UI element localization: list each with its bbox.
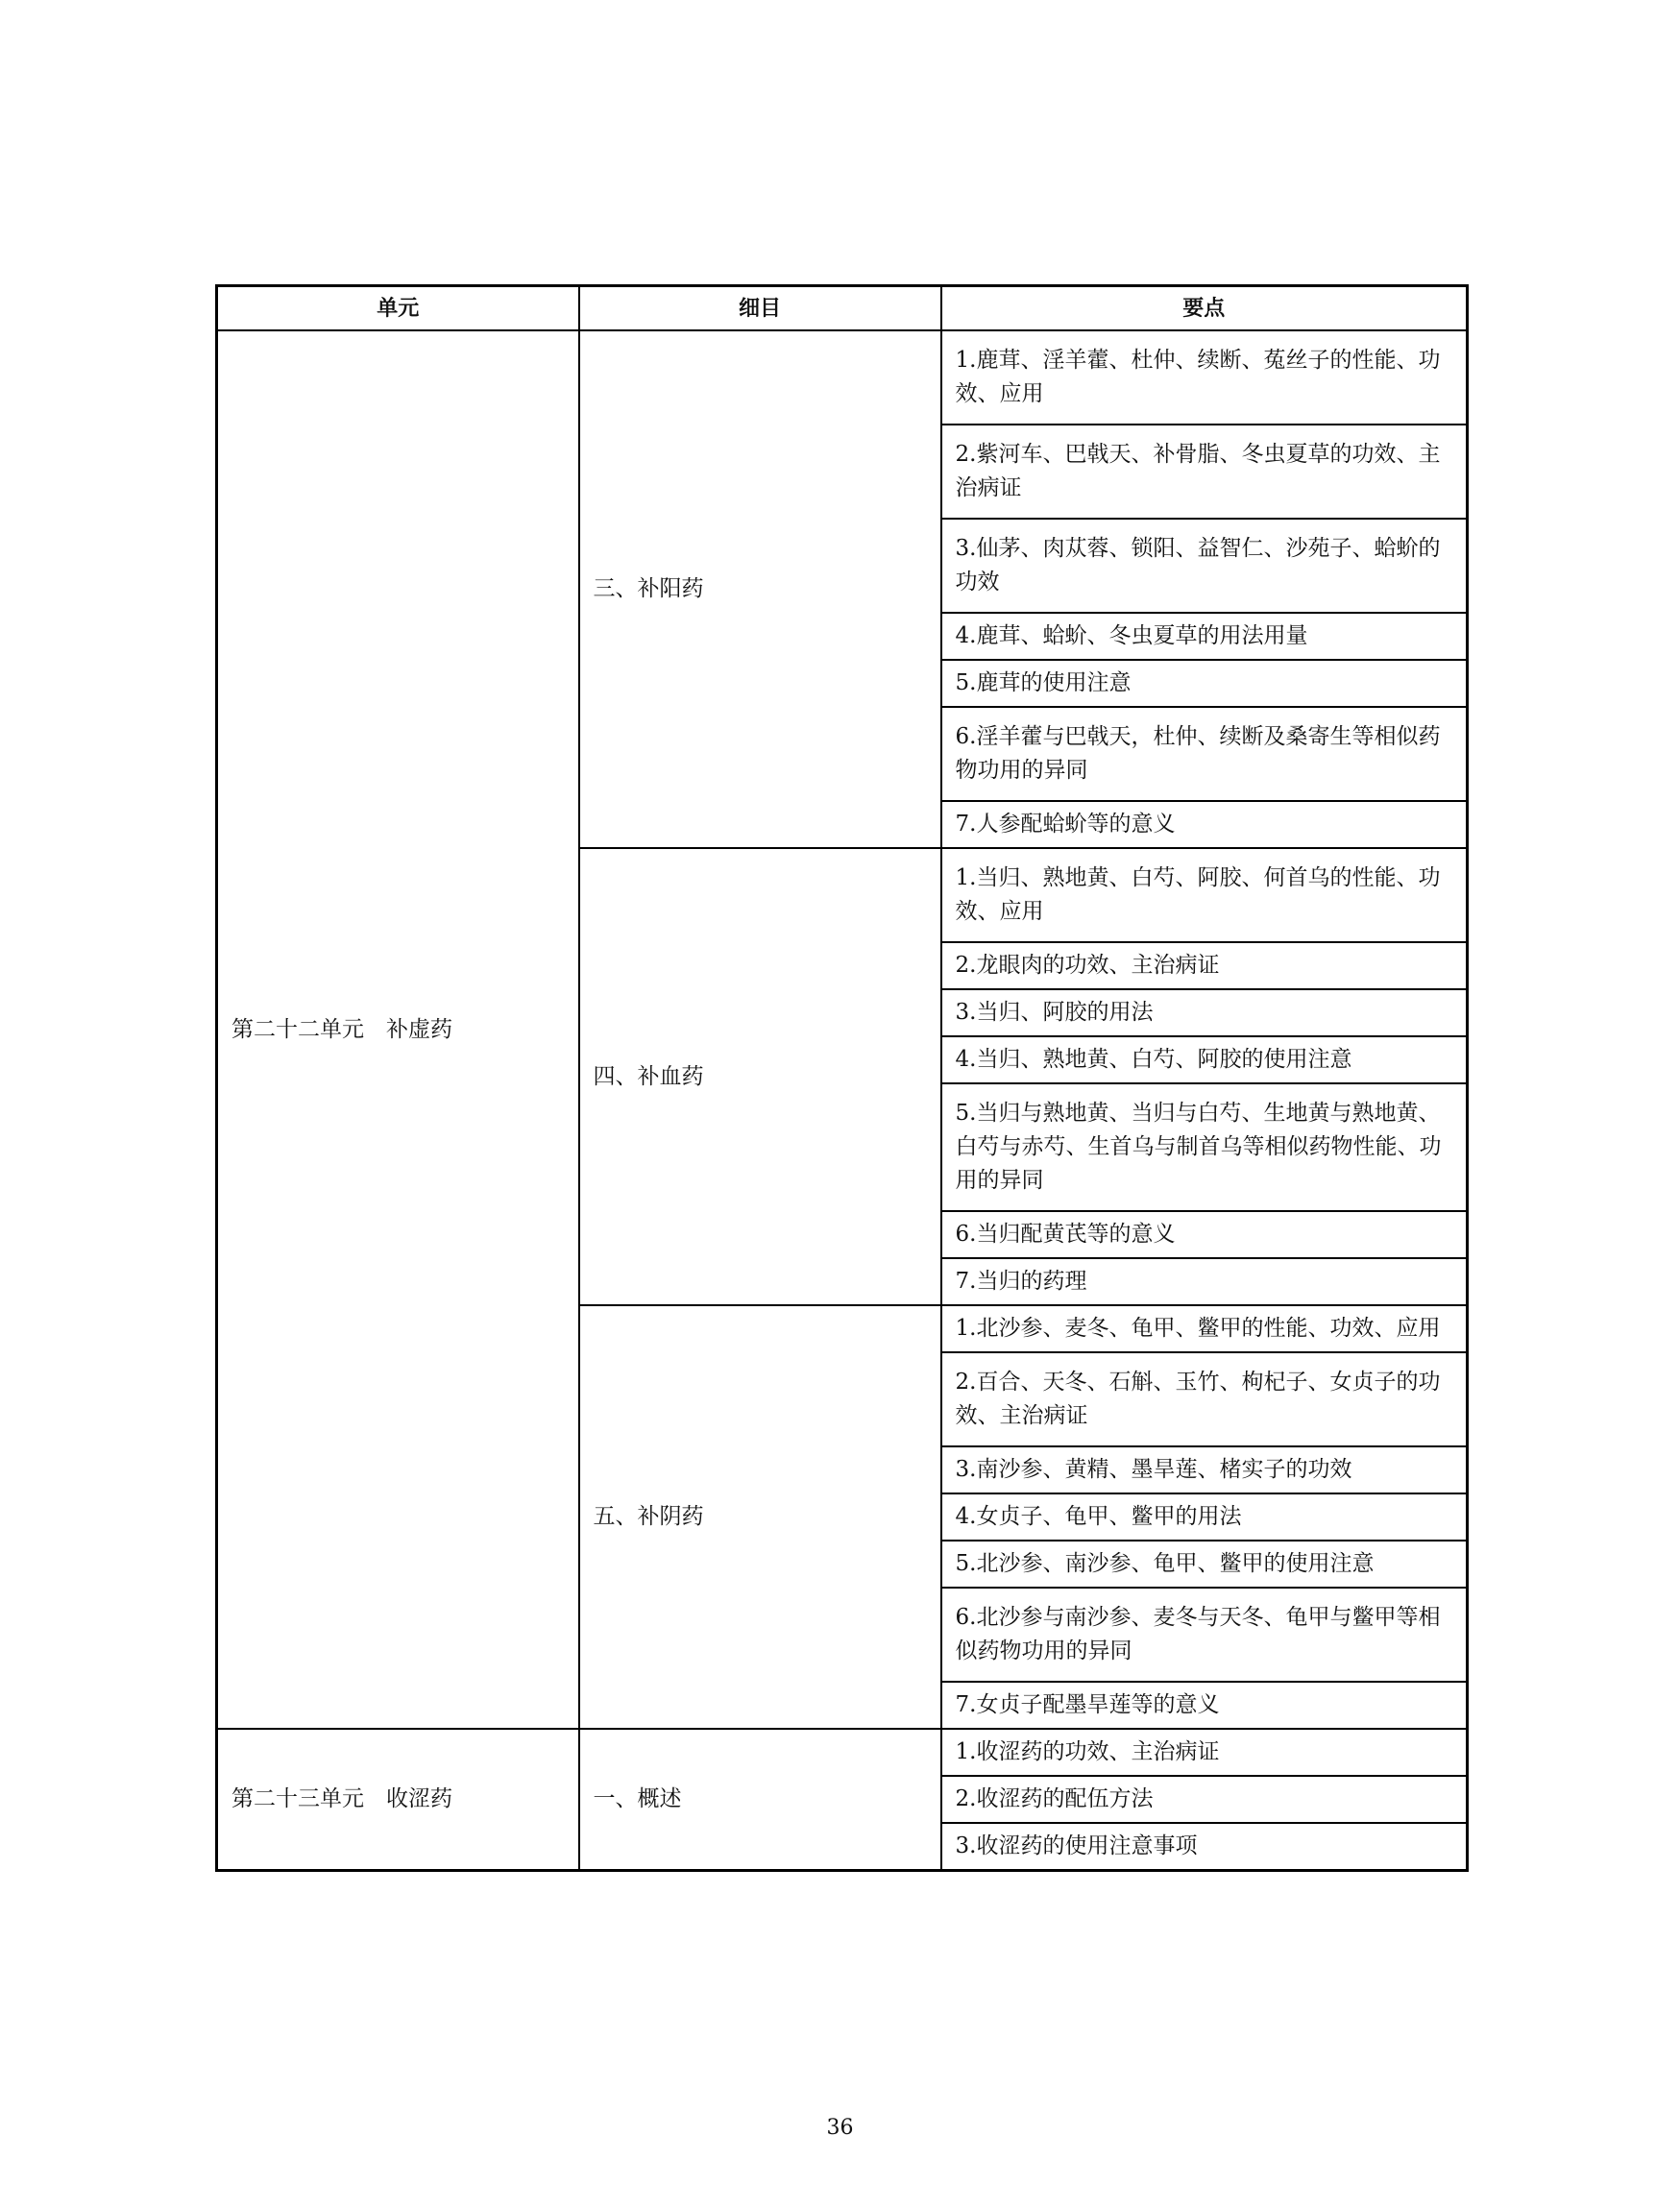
- key-point-cell: 5.北沙参、南沙参、龟甲、鳖甲的使用注意: [941, 1541, 1468, 1588]
- table-header-row: [217, 286, 1468, 331]
- key-point-cell: 3.收涩药的使用注意事项: [941, 1823, 1468, 1871]
- key-point-cell: 2.收涩药的配伍方法: [941, 1776, 1468, 1823]
- subsection-cell: 一、概述: [579, 1729, 941, 1871]
- key-point-cell: 1.当归、熟地黄、白芍、阿胶、何首乌的性能、功效、应用: [941, 848, 1468, 942]
- table-row: [217, 330, 1468, 425]
- key-point-cell: 7.女贞子配墨旱莲等的意义: [941, 1682, 1468, 1729]
- header-key-points: 要点: [941, 286, 1468, 331]
- key-point-cell: 5.当归与熟地黄、当归与白芍、生地黄与熟地黄、白芍与赤芍、生首乌与制首乌等相似药物性能、功用的异同: [941, 1083, 1468, 1211]
- page-number: 36: [826, 2116, 854, 2140]
- key-point-cell: 4.鹿茸、蛤蚧、冬虫夏草的用法用量: [941, 613, 1468, 660]
- key-point-cell: 3.仙茅、肉苁蓉、锁阳、益智仁、沙苑子、蛤蚧的功效: [941, 519, 1468, 613]
- header-subsection: 细目: [579, 286, 941, 331]
- key-point-cell: 2.龙眼肉的功效、主治病证: [941, 942, 1468, 989]
- key-point-cell: 7.人参配蛤蚧等的意义: [941, 801, 1468, 848]
- key-point-cell: 2.紫河车、巴戟天、补骨脂、冬虫夏草的功效、主治病证: [941, 425, 1468, 519]
- key-point-cell: 6.淫羊藿与巴戟天，杜仲、续断及桑寄生等相似药物功用的异同: [941, 707, 1468, 801]
- key-point-cell: 5.鹿茸的使用注意: [941, 660, 1468, 707]
- subsection-cell: 五、补阴药: [579, 1305, 941, 1729]
- unit-cell: 第二十三单元 收涩药: [217, 1729, 579, 1871]
- key-point-cell: 4.女贞子、龟甲、鳖甲的用法: [941, 1493, 1468, 1541]
- subsection-cell: 三、补阳药: [579, 330, 941, 848]
- syllabus-table: [215, 284, 1469, 1872]
- key-point-cell: 6.北沙参与南沙参、麦冬与天冬、龟甲与鳖甲等相似药物功用的异同: [941, 1588, 1468, 1682]
- key-point-cell: 1.北沙参、麦冬、龟甲、鳖甲的性能、功效、应用: [941, 1305, 1468, 1352]
- subsection-cell: 四、补血药: [579, 848, 941, 1305]
- key-point-cell: 3.南沙参、黄精、墨旱莲、楮实子的功效: [941, 1446, 1468, 1493]
- header-unit: 单元: [217, 286, 579, 331]
- key-point-cell: 2.百合、天冬、石斛、玉竹、枸杞子、女贞子的功效、主治病证: [941, 1352, 1468, 1446]
- unit-cell: 第二十二单元 补虚药: [217, 330, 579, 1729]
- table-row: [217, 1729, 1468, 1776]
- key-point-cell: 1.收涩药的功效、主治病证: [941, 1729, 1468, 1776]
- key-point-cell: 7.当归的药理: [941, 1258, 1468, 1305]
- key-point-cell: 1.鹿茸、淫羊藿、杜仲、续断、菟丝子的性能、功效、应用: [941, 330, 1468, 425]
- key-point-cell: 3.当归、阿胶的用法: [941, 989, 1468, 1036]
- key-point-cell: 4.当归、熟地黄、白芍、阿胶的使用注意: [941, 1036, 1468, 1083]
- key-point-cell: 6.当归配黄芪等的意义: [941, 1211, 1468, 1258]
